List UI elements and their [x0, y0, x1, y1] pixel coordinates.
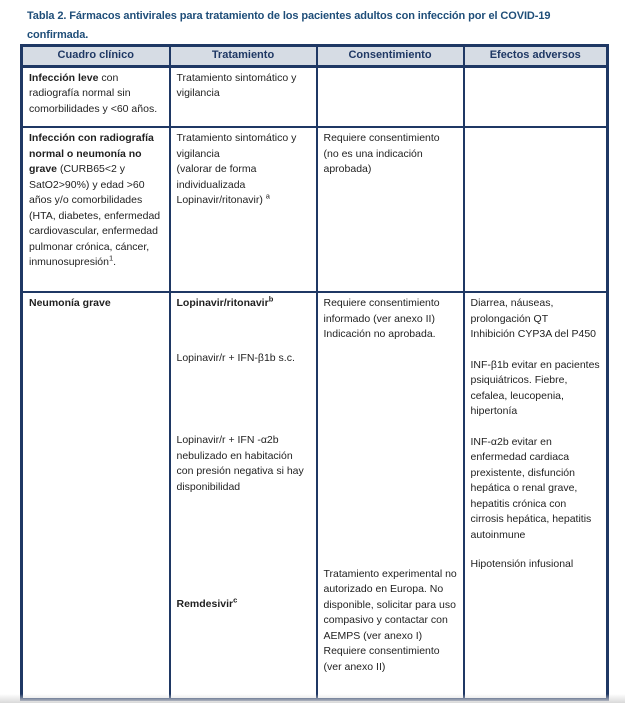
r3-consent-bottom-part1: Tratamiento experimental no autorizado en Europa. No disponible, solicitar para uso compasivo y contactar con AEMPS (ver anexo I)	[323, 567, 457, 642]
r3-adverse-ifn-b1b: INF-β1b evitar en pacientes psiquiátricos. Fiebre, cefalea, leucopenia, hipertonía	[470, 358, 600, 417]
r3-consent-top-line2: Indicación no aprobada.	[323, 328, 436, 340]
document-title-line2: confirmada.	[27, 29, 89, 41]
r3-treatment-ifn-a2b: Lopinavir/r + IFN -α2b nebulizado en habitación con presión negativa si hay disponibilidad	[176, 434, 304, 493]
r3-consent-top	[324, 296, 458, 343]
cell-r3-tratamiento	[170, 292, 317, 699]
cell-r2-tratamiento	[170, 127, 317, 292]
cell-r2-consentimiento	[317, 127, 464, 292]
r2-treatment-line2	[177, 162, 311, 209]
cell-r1-efectos-adversos	[464, 66, 608, 127]
document-title	[27, 7, 550, 45]
r3-clinical-bold: Neumonía grave	[29, 297, 111, 309]
r1-clinical-bold: Infección leve	[29, 71, 99, 84]
r2-clinical-footnote-1: 1	[108, 253, 114, 263]
r3-adverse1-line1: Diarrea, náuseas, prolongación QT	[470, 297, 554, 325]
r3-treatment-remdesivir	[177, 597, 311, 613]
table-row-infeccion-radiografia-normal	[22, 127, 608, 292]
header-consentimiento: Consentimiento	[317, 46, 464, 67]
r2-consent: Requiere consentimiento (no es una indicación aprobada)	[323, 132, 440, 175]
r3-treatment-footnote-c: c	[233, 595, 238, 605]
table-row-infeccion-leve	[22, 66, 608, 127]
r3-adverse-ifn-a2b: INF-α2b evitar en enfermedad cardiaca prexistente, disfunción hepática o renal grave, hepatitis crónica con cirrosis hepática, hepatitis autoinmune	[470, 435, 592, 541]
document-title-line1: Tabla 2. Fármacos antivirales para tratamiento de los pacientes adultos con infección por el COVID-19	[27, 10, 551, 22]
cell-r2-efectos-adversos	[464, 127, 608, 292]
r3-treatment1-text: Lopinavir/ritonavir	[176, 297, 269, 309]
cell-r1-cuadro-clinico	[22, 66, 170, 127]
r1-treatment: Tratamiento sintomático y vigilancia	[176, 71, 297, 99]
r3-treatment-lopinavir	[177, 296, 311, 312]
header-cuadro-clinico: Cuadro clínico	[22, 46, 170, 67]
table-row-neumonia-grave	[22, 292, 608, 699]
r3-adverse-lopinavir	[471, 296, 602, 343]
header-efectos-adversos: Efectos adversos	[464, 46, 608, 67]
r2-clinical-end: .	[113, 256, 117, 268]
r3-consent-bottom	[324, 567, 458, 676]
cell-r1-consentimiento	[317, 66, 464, 127]
antivirals-table	[20, 44, 609, 701]
r3-adverse1-line2: Inhibición CYP3A del P450	[470, 328, 597, 340]
cell-r3-cuadro-clinico	[22, 292, 170, 699]
header-tratamiento: Tratamiento	[170, 46, 317, 67]
cell-r3-efectos-adversos	[464, 292, 608, 699]
r3-treatment-ifn-b1b: Lopinavir/r + IFN-β1b s.c.	[176, 351, 295, 364]
cell-r1-tratamiento	[170, 66, 317, 127]
r3-treatment4-text: Remdesivir	[176, 598, 234, 610]
r3-adverse-hipotension: Hipotensión infusional	[470, 558, 574, 570]
r2-treatment-line2-text: (valorar de forma individualizada Lopinavir/ritonavir)	[176, 163, 263, 206]
r2-clinical-rest: (CURB65<2 y SatO2>90%) y edad >60 años y/o comorbilidades (HTA, diabetes, enfermedad cardiovascular, enfermedad pulmonar crónica, cáncer, inmunosupresión	[29, 163, 161, 268]
cell-r3-consentimiento	[317, 292, 464, 699]
r3-consent-top-line1: Requiere consentimiento informado (ver anexo II)	[323, 297, 440, 325]
r3-treatment-footnote-b: b	[268, 294, 274, 304]
r1-clinical-rest: con radiografía normal sin comorbilidades y <60 años.	[29, 71, 158, 115]
r3-consent-bottom-part2: Requiere consentimiento (ver anexo II)	[323, 645, 440, 673]
cell-r2-cuadro-clinico	[22, 127, 170, 292]
r2-clinical-bold: Infección con radiografía normal o neumonía no grave	[29, 132, 154, 175]
r2-treatment-line1: Tratamiento sintomático y vigilancia	[176, 132, 297, 160]
table-header-row	[22, 46, 608, 67]
r2-treatment-footnote-a: a	[265, 191, 270, 201]
